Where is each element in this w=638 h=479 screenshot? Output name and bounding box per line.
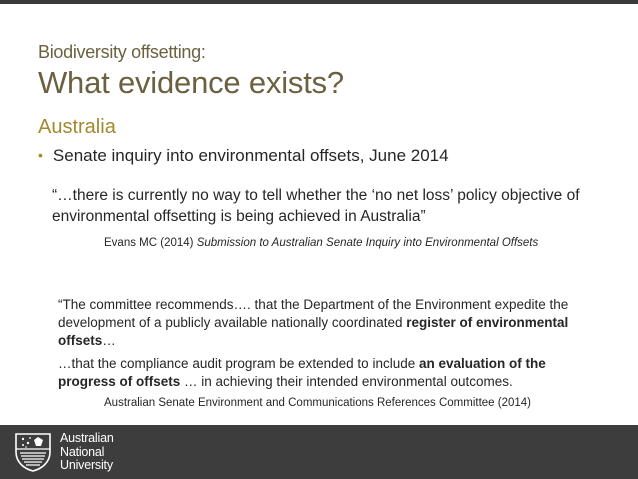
quote-text: “The committee recommends…. that the Department of the Environment expedite the development of a publicly available nationally coordinated bbox=[58, 297, 569, 330]
logo-line-1: Australian bbox=[60, 431, 114, 445]
slide-super-title: Biodiversity offsetting: bbox=[38, 42, 206, 62]
quote-text: … in achieving their intended environmental outcomes. bbox=[180, 374, 513, 389]
slide-title: What evidence exists? bbox=[38, 65, 344, 100]
bullet-item bbox=[38, 146, 449, 166]
anu-crest-icon bbox=[14, 432, 52, 472]
committee-quote bbox=[58, 296, 606, 396]
committee-citation: Australian Senate Environment and Communications References Committee (2014) bbox=[104, 397, 531, 409]
citation-author: Evans MC (2014) bbox=[104, 237, 197, 249]
committee-quote-paragraph-2 bbox=[58, 355, 606, 391]
logo-line-2: National bbox=[60, 444, 105, 459]
footer-bar bbox=[0, 425, 638, 479]
bullet-dot-icon: • bbox=[38, 147, 43, 163]
anu-wordmark bbox=[60, 432, 114, 473]
quote-emphasis: an evaluation of the progress of offsets bbox=[58, 356, 546, 389]
logo-line-3: University bbox=[60, 458, 113, 472]
committee-quote-paragraph-1 bbox=[58, 296, 606, 350]
citation-work: Submission to Australian Senate Inquiry into Environmental Offsets bbox=[196, 237, 539, 249]
quote-emphasis: register of environmental offsets bbox=[58, 315, 569, 348]
evans-citation bbox=[104, 237, 538, 249]
bullet-text: Senate inquiry into environmental offsets, June 2014 bbox=[52, 146, 449, 165]
section-heading: Australia bbox=[38, 116, 116, 138]
top-rule bbox=[0, 0, 638, 4]
evans-quote: “…there is currently no way to tell whether the ‘no net loss’ policy objective of environmental offsetting is being achieved in Australia” bbox=[52, 187, 580, 225]
quote-text: …that the compliance audit program be extended to include bbox=[58, 356, 419, 371]
quote-text: … bbox=[102, 333, 116, 348]
